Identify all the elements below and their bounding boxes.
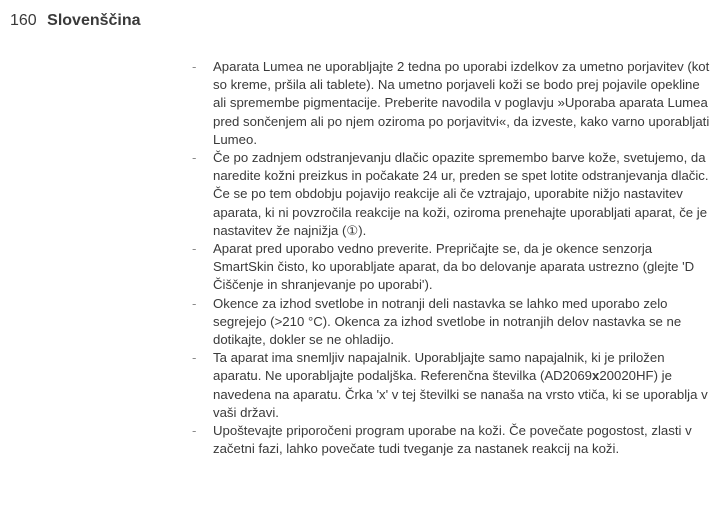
- list-item: [192, 240, 712, 295]
- list-item-text: [213, 350, 708, 420]
- list-item-text-before: Ta aparat ima snemljiv napajalnik. Uporabljajte samo napajalnik, ki je priložen aparatu. Ne uporabljajte podaljška. Referenčna številka (AD2069: [213, 350, 665, 384]
- list-item: [192, 58, 712, 149]
- page-header: [10, 11, 141, 31]
- bullet-dash: -: [192, 150, 197, 166]
- bullet-dash: -: [192, 59, 197, 74]
- list-item: [192, 422, 712, 458]
- bullet-dash: -: [192, 241, 197, 257]
- list-item: [192, 149, 712, 240]
- list-item-text: Aparata Lumea ne uporabljajte 2 tedna po uporabi izdelkov za umetno porjavitev (kot so kreme, pršila ali tablete). Na umetno porjaveli koži se bodo prej pojavile opekline ali spremembe pigmentacije. Preberite navodila v poglavju »Uporaba aparata Lumea pred sončenjem ali po njem oziroma po porjavitvi«, da izveste, kako varno uporabljati Lumeo.: [213, 59, 710, 147]
- section-title: Slovenščina: [47, 12, 141, 29]
- list-item: [192, 295, 712, 350]
- bullet-dash: -: [192, 295, 197, 311]
- list-item-text: Okence za izhod svetlobe in notranji deli nastavka se lahko med uporabo zelo segrejejo (>210 °C). Okenca za izhod svetlobe in notranjih delov nastavka se ne dotikajte, dokler se ne ohladijo.: [213, 295, 682, 348]
- list-item-text-after: 20020HF) je navedena na aparatu. Črka 'x' v tej številki se nanaša na vrsto vtiča, ki se uporablja v vaši državi.: [213, 368, 708, 420]
- bullet-dash: -: [192, 350, 197, 366]
- page-number: 160: [10, 12, 37, 29]
- list-item-text: Upoštevajte priporočeni program uporabe na koži. Če povečate pogostost, zlasti v začetni fazi, lahko povečate tudi tveganje za nastanek reakcij na koži.: [213, 423, 692, 457]
- list-item-text: Če po zadnjem odstranjevanju dlačic opazite spremembo barve kože, svetujemo, da naredite kožni preizkus in počakate 24 ur, preden se spet lotite odstranjevanja dlačic. Če se po tem obdobju pojavijo reakcije ali če vztrajajo, uporabite nižjo nastavitev aparata, ki ni povzročila reakcije na koži, oziroma prenehajte uporabljati aparat, če je nastavitev že najnižja (①).: [213, 150, 709, 238]
- list-item: [192, 349, 712, 422]
- list-item-text: Aparat pred uporabo vedno preverite. Prepričajte se, da je okence senzorja SmartSkin čisto, ko uporabljate aparat, da bo delovanje aparata ustrezno (glejte 'D Čiščenje in shranjevanje po uporabi').: [213, 241, 695, 293]
- warning-list: [192, 58, 712, 458]
- bullet-dash: -: [192, 423, 197, 439]
- plug-type-letter: x: [592, 368, 600, 384]
